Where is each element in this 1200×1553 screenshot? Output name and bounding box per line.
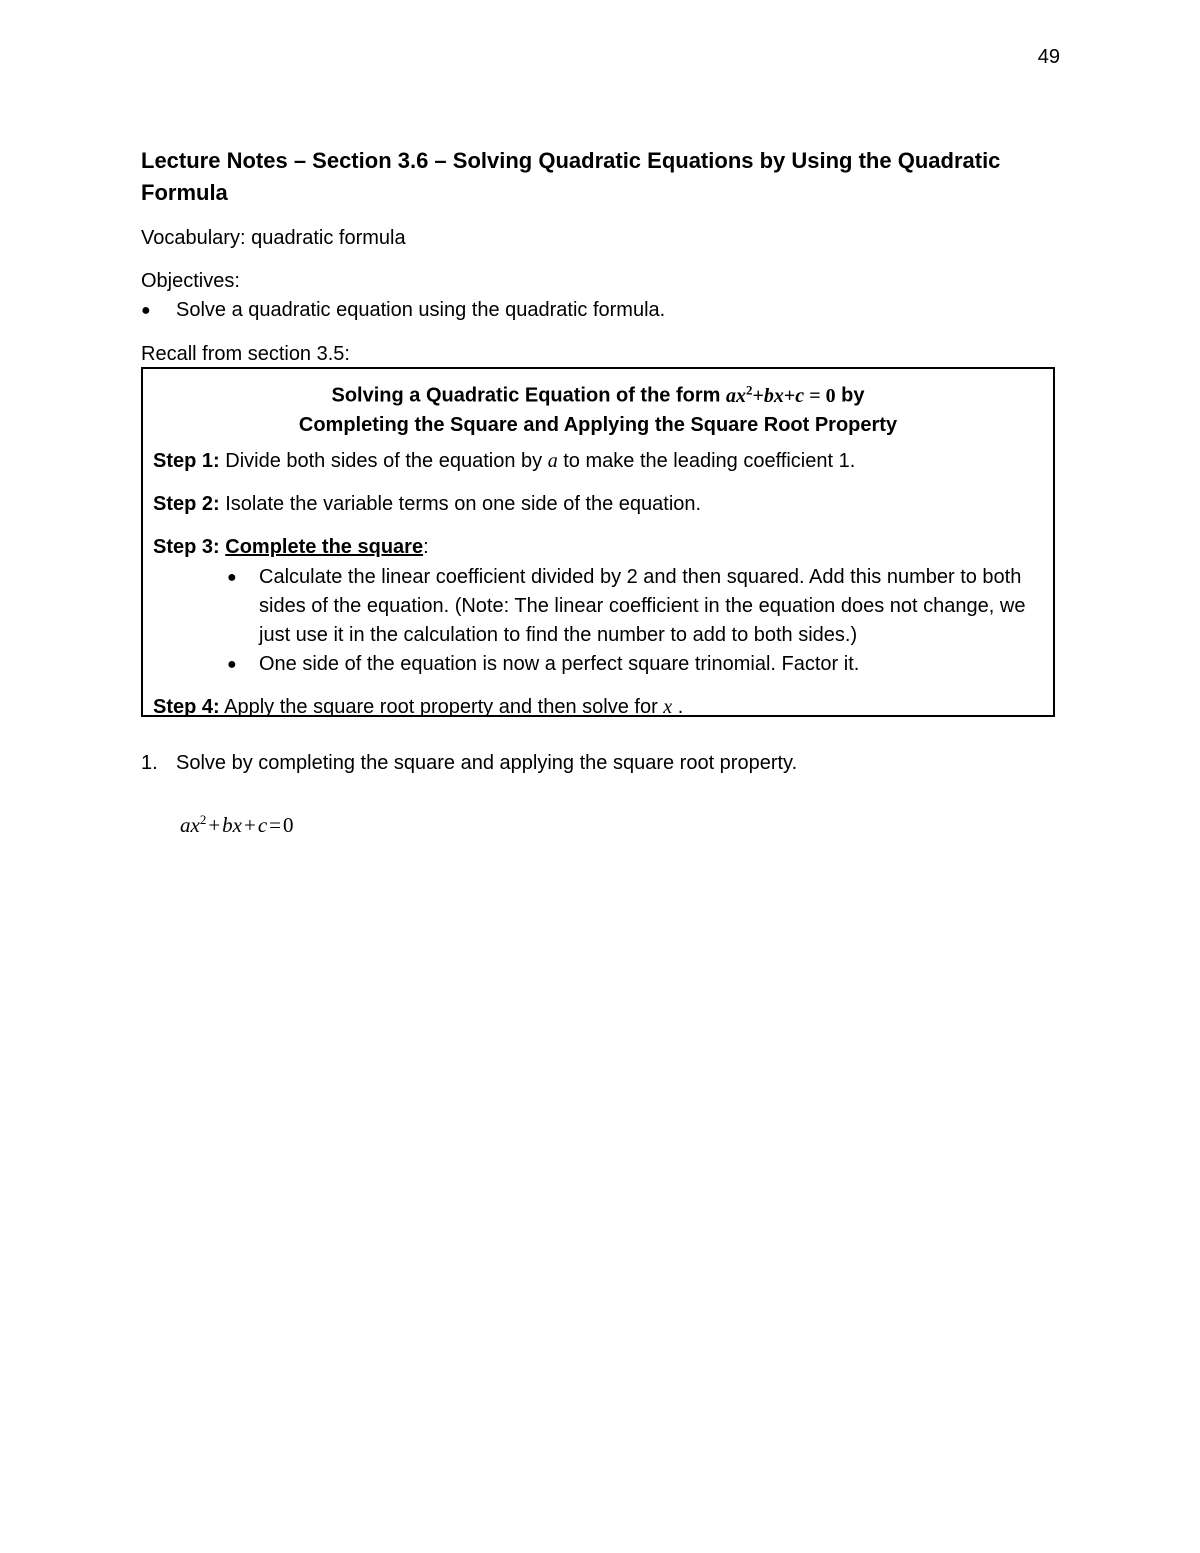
step-3-bullet: ● One side of the equation is now a perfect square trinomial. Factor it. xyxy=(223,650,1043,679)
box-heading-suffix: by xyxy=(835,384,865,407)
complete-the-square-link[interactable]: Complete the square xyxy=(225,536,424,558)
page-number: 49 xyxy=(1037,46,1060,68)
bullet-icon: ● xyxy=(141,302,151,319)
step-3-bullets xyxy=(223,563,1043,679)
step-2: Step 2: Isolate the variable terms on one side of the equation. xyxy=(153,493,702,515)
recall-label: Recall from section 3.5: xyxy=(141,343,350,365)
exercise-text: Solve by completing the square and applying the square root property. xyxy=(176,752,798,774)
step-3: Step 3: Complete the square: xyxy=(153,536,429,558)
box-heading-prefix: Solving a Quadratic Equation of the form xyxy=(331,384,726,407)
step-3-label: Step 3: xyxy=(153,536,220,558)
variable-x: x xyxy=(663,696,673,718)
objective-item xyxy=(141,297,665,324)
page-title: Lecture Notes – Section 3.6 – Solving Quadratic Equations by Using the Quadratic Formula xyxy=(141,148,1001,205)
objective-text: Solve a quadratic equation using the quadratic formula. xyxy=(176,299,666,321)
box-heading-line2: Completing the Square and Applying the Square Root Property xyxy=(298,413,898,436)
recall-box xyxy=(141,367,1055,717)
vocabulary-line: Vocabulary: quadratic formula xyxy=(141,227,406,249)
general-form-equation: $ax^2+bx+c = 0$ xyxy=(725,382,836,407)
bullet-icon: ● xyxy=(227,569,237,586)
step-1-label: Step 1: xyxy=(153,450,220,472)
step-4: Step 4: Apply the square root property and then solve for x . xyxy=(153,696,684,718)
standard-form-equation: $ax^2+bx+c=0$ xyxy=(180,812,294,837)
exercise-1 xyxy=(141,750,797,776)
variable-a: a xyxy=(547,450,558,472)
exercise-number: 1. xyxy=(141,752,158,774)
bullet-icon: ● xyxy=(227,656,237,673)
step-4-label: Step 4: xyxy=(153,696,220,718)
recall-box-heading xyxy=(143,375,1053,440)
step-1: Step 1: Divide both sides of the equation by a to make the leading coefficient 1. xyxy=(153,450,856,472)
step-3-bullet: ● Calculate the linear coefficient divided by 2 and then squared. Add this number to both sides of the equation. (Note: The linear coefficient in the equation does not change, we just use it in the calculation to find the number to add to both sides.) xyxy=(223,563,1043,650)
objectives-heading: Objectives: xyxy=(141,270,240,292)
step-2-label: Step 2: xyxy=(153,493,220,515)
